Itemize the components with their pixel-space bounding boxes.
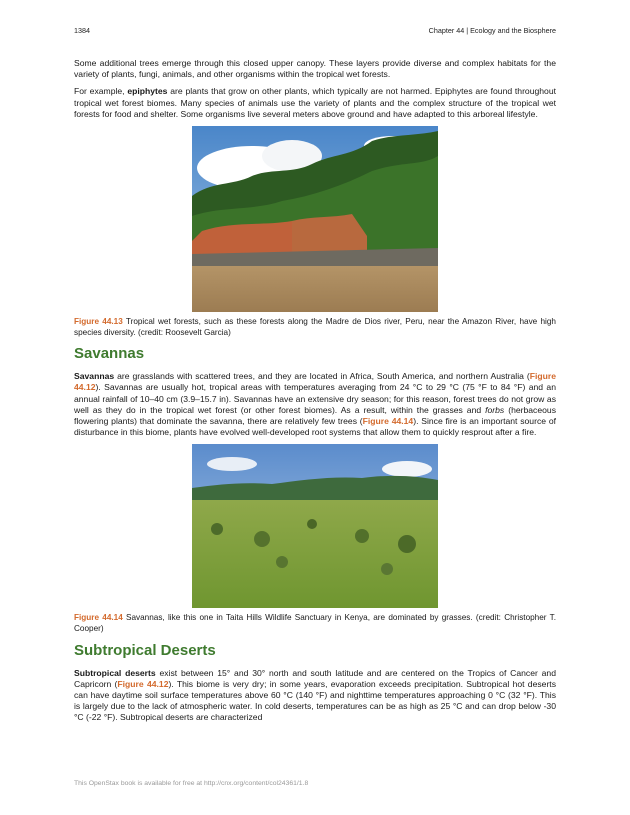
- figure-label: Figure 44.13: [74, 317, 123, 327]
- section-heading-subtropical-deserts: Subtropical Deserts: [74, 641, 216, 659]
- section-heading-savannas: Savannas: [74, 345, 145, 363]
- figure-44-14-caption: Figure 44.14 Savannas, like this one in Taita Hills Wildlife Sanctuary in Kenya, are dominated by grasses. (credit: Christopher T. Cooper): [74, 613, 556, 634]
- page-footer: This OpenStax book is available for free at http://cnx.org/content/col24361/1.8: [74, 780, 309, 787]
- term-forbs: forbs: [485, 404, 505, 415]
- intro-paragraph-2: For example, epiphytes are plants that grow on other plants, which typically are not harmed. Epiphytes are found throughout tropical wet forest biomes. Many species of animals use the variety of plants and the complex structure of the tropical wet forests for food and shelter. Some organisms live several meters above ground and have adapted to this arboreal lifestyle.: [74, 86, 556, 119]
- term-savannas: Savannas: [74, 371, 115, 382]
- figure-link[interactable]: Figure 44.14: [362, 416, 414, 427]
- page-header: [74, 26, 556, 38]
- term-subtropical-deserts: Subtropical deserts: [74, 667, 156, 678]
- savannas-paragraph: Savannas are grasslands with scattered trees, and they are located in Africa, South America, and northern Australia (Figure 44.12). Savannas are usually hot, tropical areas with temperatures averaging from 24 °C to 29 °C (75 °F to 84 °F) and an annual rainfall of 10–40 cm (3.9–15.7 in). Savannas have an extensive dry season; for this reason, forest trees do not grow as well as they do in the tropical wet forest (or other forest biomes). As a result, within the grasses and forbs (herbaceous flowering plants) that dominate the savanna, there are relatively few trees (Figure 44.14). Since fire is an important source of disturbance in this biome, plants have evolved well-developed root systems that allow them to quickly resprout after a fire.: [74, 371, 556, 438]
- chapter-title: Chapter 44 | Ecology and the Biosphere: [428, 26, 556, 35]
- figure-link[interactable]: Figure 44.12: [117, 678, 169, 689]
- figure-link[interactable]: Figure 44.12: [74, 371, 556, 393]
- page-content: [74, 58, 556, 730]
- page-number: 1384: [74, 26, 90, 35]
- intro-paragraph-1: Some additional trees emerge through this closed upper canopy. These layers provide diverse and complex habitats for the variety of plants, fungi, animals, and other organisms within the tropical wet forests.: [74, 58, 556, 80]
- figure-44-14-image: [192, 444, 438, 608]
- figure-44-13-image: [192, 126, 438, 312]
- deserts-paragraph: Subtropical deserts exist between 15° and 30° north and south latitude and are centered on the Tropics of Cancer and Capricorn (Figure 44.12). This biome is very dry; in some years, evaporation exceeds precipitation. Subtropical hot deserts can have daytime soil surface temperatures above 60 °C (140 °F) and nighttime temperatures approaching 0 °C (32 °F). This is largely due to the lack of atmospheric water. In cold deserts, temperatures can be as high as 25 °C and can drop below -30 °C (-22 °F). Subtropical deserts are characterized: [74, 667, 556, 723]
- figure-44-13-caption: Figure 44.13 Tropical wet forests, such as these forests along the Madre de Dios river, Peru, near the Amazon River, have high species diversity. (credit: Roosevelt Garcia): [74, 317, 556, 337]
- figure-label: Figure 44.14: [74, 613, 123, 623]
- term-epiphytes: epiphytes: [127, 86, 168, 97]
